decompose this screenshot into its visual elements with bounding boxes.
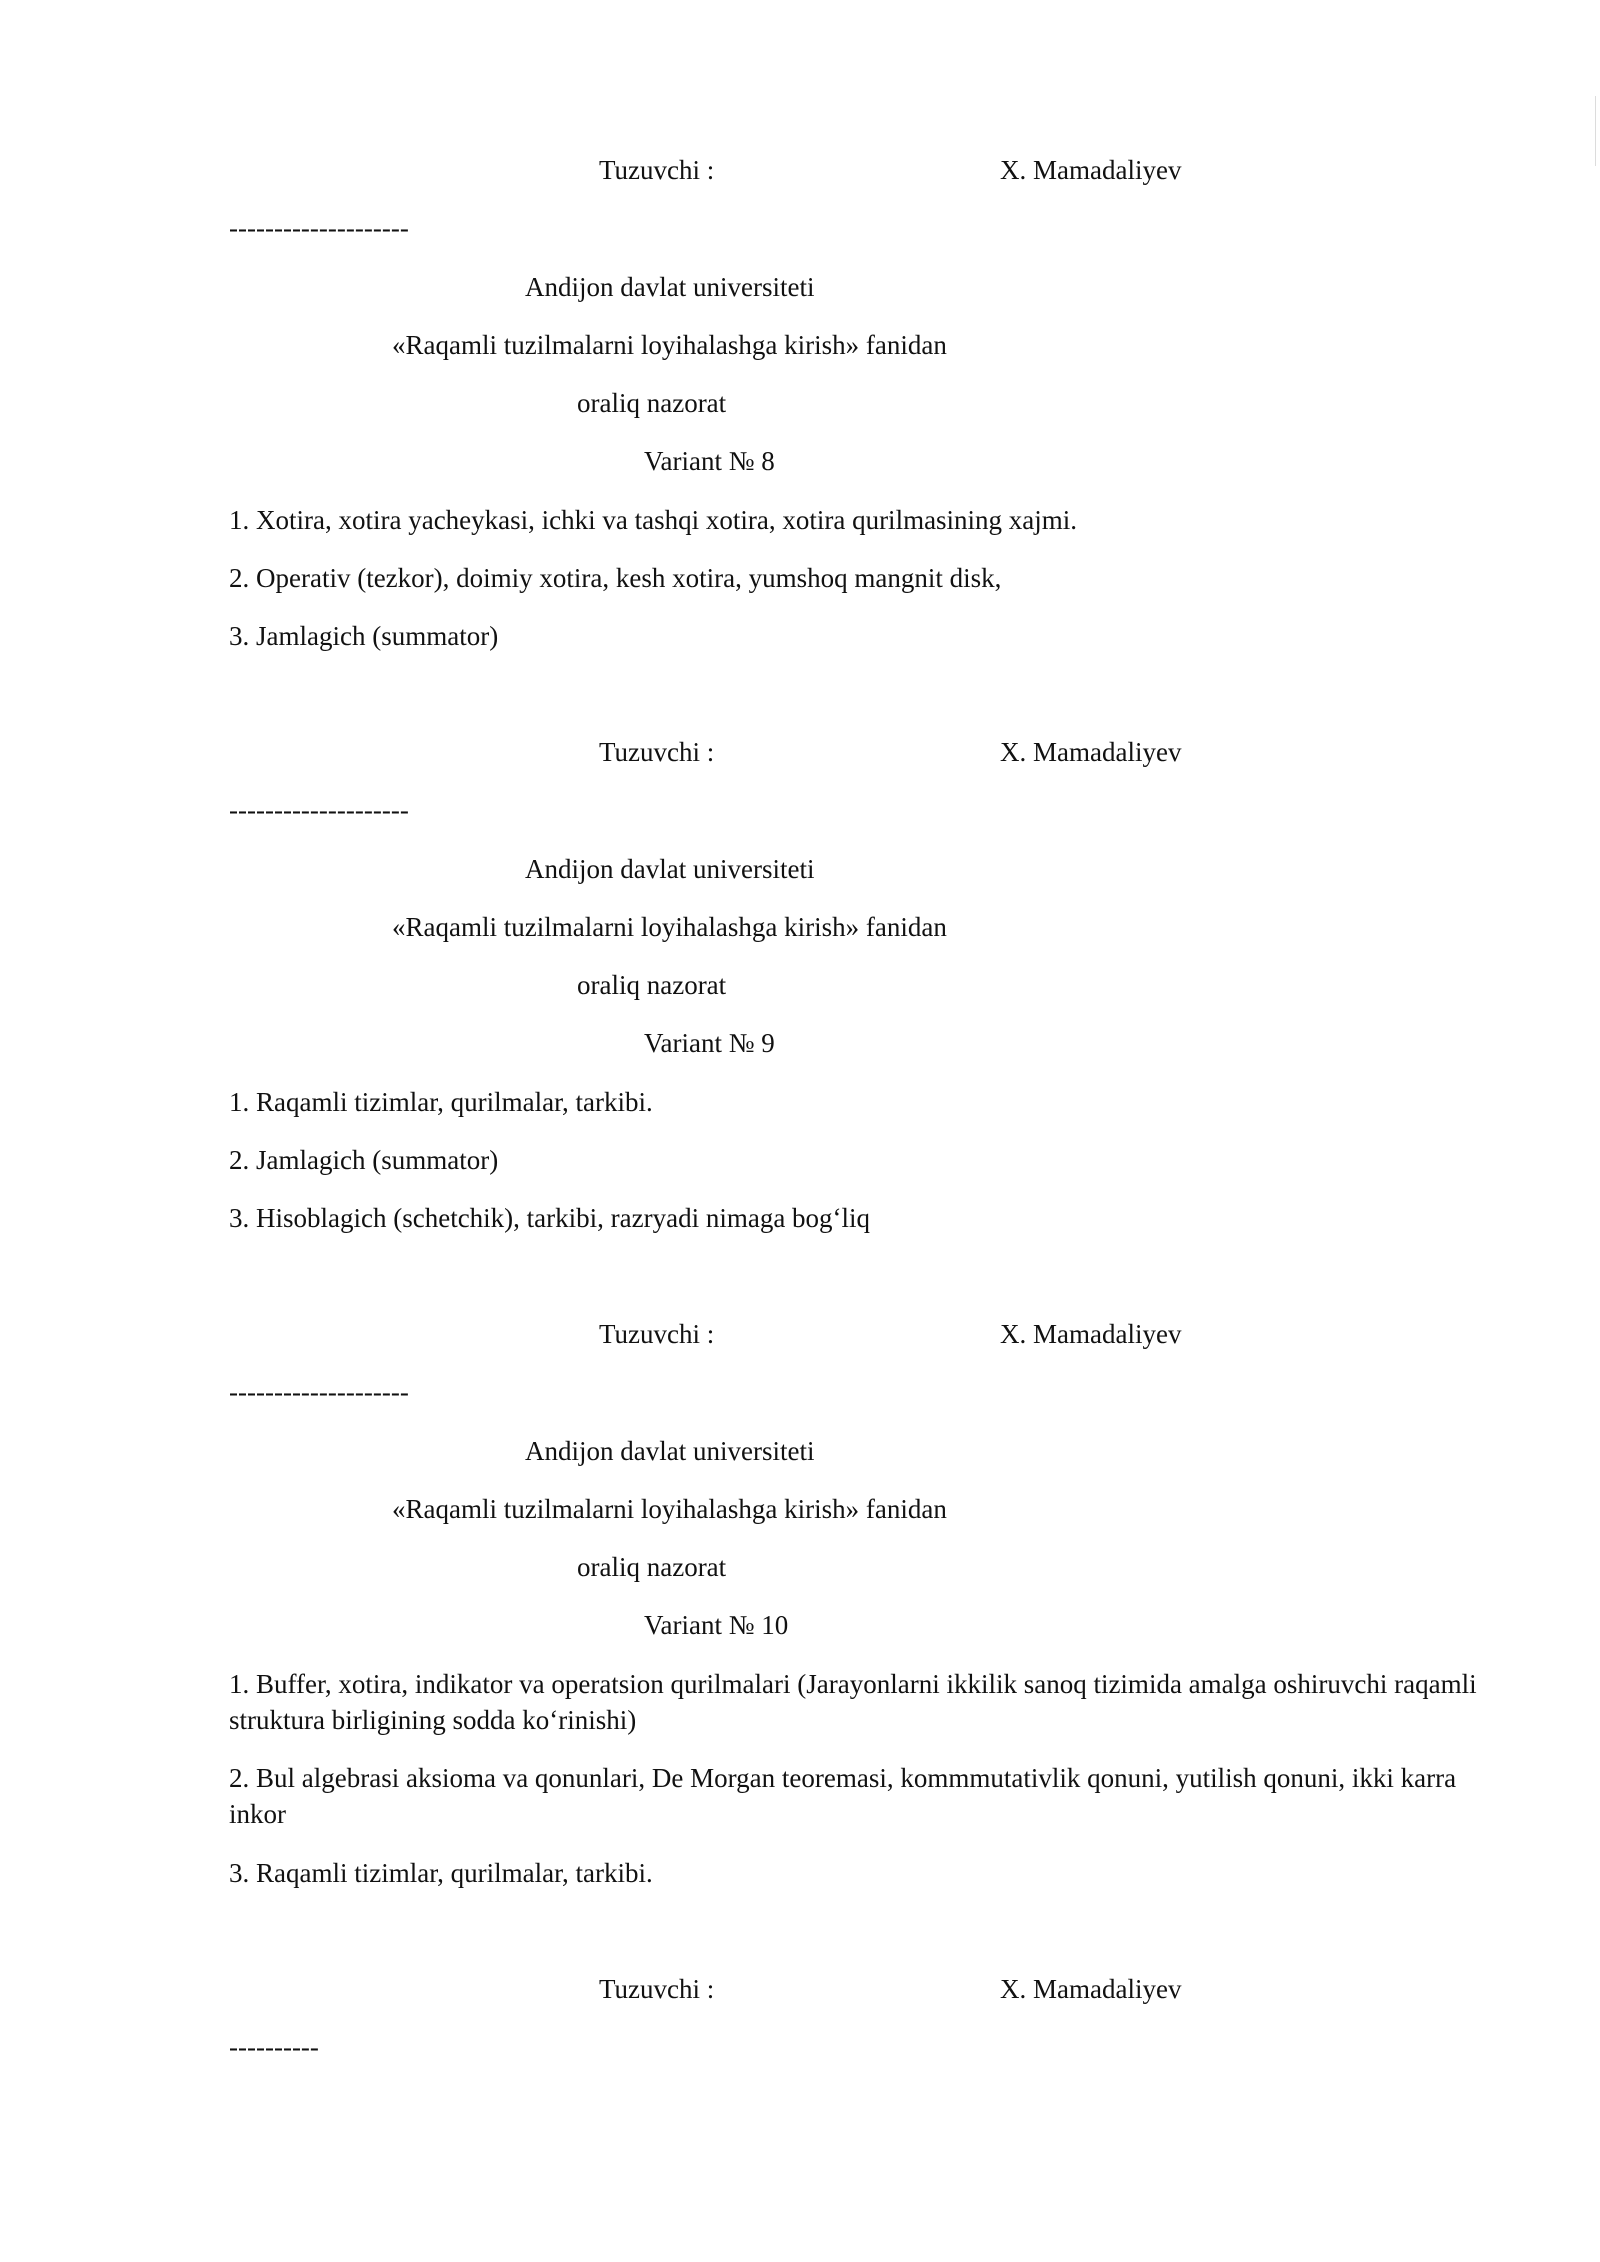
question-item: 3. Jamlagich (summator): [229, 621, 499, 651]
control-type: oraliq nazorat: [577, 388, 727, 418]
separator-dashes-short: ----------: [229, 2032, 319, 2062]
control-type: oraliq nazorat: [577, 970, 727, 1000]
question-item: 2. Operativ (tezkor), doimiy xotira, kesh xotira, yumshoq mangnit disk,: [229, 563, 1002, 593]
university-name: Andijon davlat universiteti: [525, 854, 815, 884]
course-title: «Raqamli tuzilmalarni loyihalashga kirish» fanidan: [392, 1494, 947, 1524]
signature-role: Tuzuvchi :: [599, 1319, 715, 1349]
university-name: Andijon davlat universiteti: [525, 272, 815, 302]
separator-dashes: --------------------: [229, 213, 409, 243]
variant-number: Variant № 10: [644, 1610, 789, 1640]
course-title: «Raqamli tuzilmalarni loyihalashga kirish» fanidan: [392, 330, 947, 360]
question-item: 2. Bul algebrasi aksioma va qonunlari, De Morgan teoremasi, kommmutativlik qonuni, yutilish qonuni, ikki karra inkor: [229, 1763, 1457, 1829]
separator-dashes: --------------------: [229, 1377, 409, 1407]
signature-name: X. Mamadaliyev: [1000, 737, 1182, 767]
signature-role: Tuzuvchi :: [599, 1974, 715, 2004]
question-item: 1. Xotira, xotira yacheykasi, ichki va tashqi xotira, xotira qurilmasining xajmi.: [229, 505, 1078, 535]
question-item: 3. Raqamli tizimlar, qurilmalar, tarkibi.: [229, 1858, 653, 1888]
question-item: 2. Jamlagich (summator): [229, 1145, 499, 1175]
page-edge-line: [1595, 96, 1596, 166]
question-item: 1. Raqamli tizimlar, qurilmalar, tarkibi.: [229, 1087, 653, 1117]
signature-role: Tuzuvchi :: [599, 737, 715, 767]
signature-role: Tuzuvchi :: [599, 155, 715, 185]
university-name: Andijon davlat universiteti: [525, 1436, 815, 1466]
signature-name: X. Mamadaliyev: [1000, 155, 1182, 185]
course-title: «Raqamli tuzilmalarni loyihalashga kirish» fanidan: [392, 912, 947, 942]
signature-name: X. Mamadaliyev: [1000, 1319, 1182, 1349]
separator-dashes: --------------------: [229, 795, 409, 825]
variant-number: Variant № 8: [644, 446, 775, 476]
question-item: 1. Buffer, xotira, indikator va operatsion qurilmalari (Jarayonlarni ikkilik sanoq tizimida amalga oshiruvchi raqamli struktura birligining sodda ko‘rinishi): [229, 1669, 1477, 1735]
variant-number: Variant № 9: [644, 1028, 775, 1058]
question-item: 3. Hisoblagich (schetchik), tarkibi, razryadi nimaga bog‘liq: [229, 1203, 871, 1233]
signature-name: X. Mamadaliyev: [1000, 1974, 1182, 2004]
control-type: oraliq nazorat: [577, 1552, 727, 1582]
